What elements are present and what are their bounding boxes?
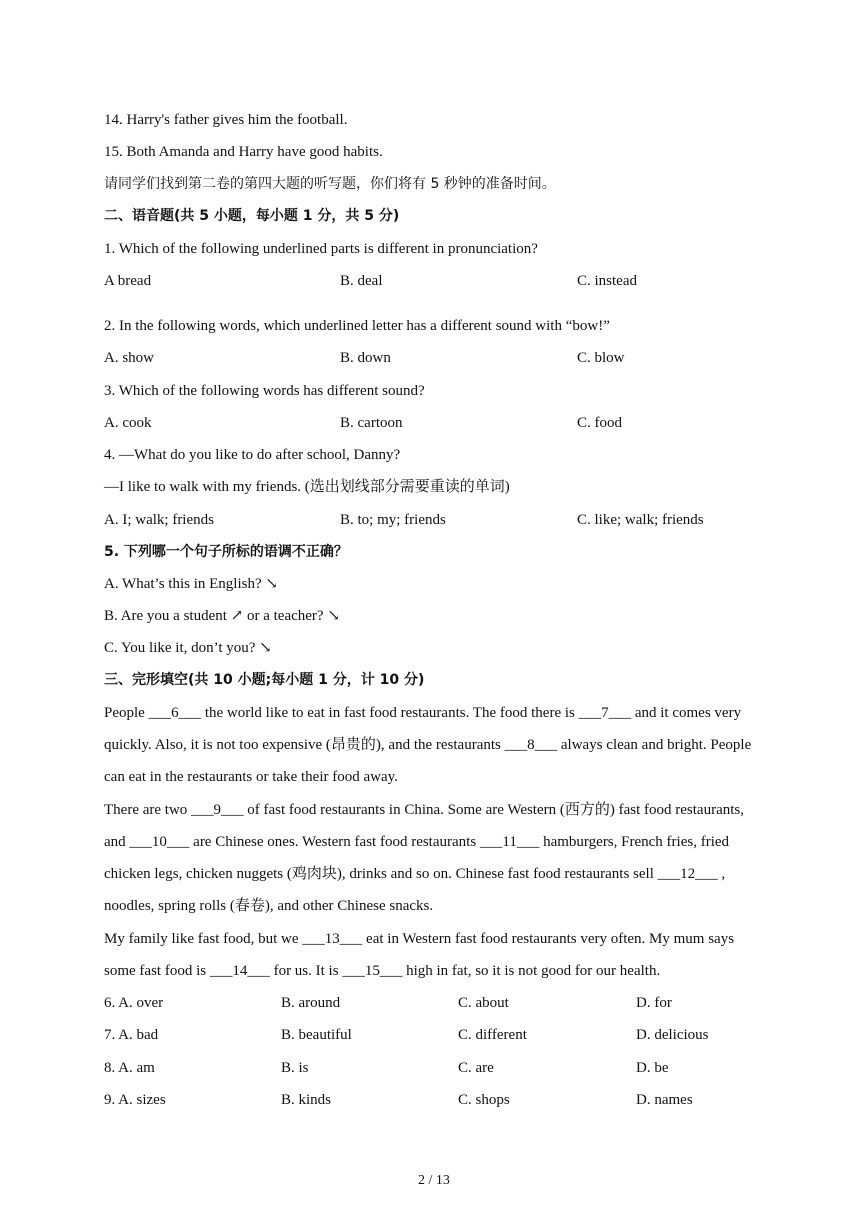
choice-9-a: 9. A. sizes bbox=[104, 1092, 166, 1108]
dictation-instruction: 请同学们找到第二卷的第四大题的听写题，你们将有 5 秒钟的准备时间。 bbox=[104, 176, 556, 192]
q2-option-a: A. show bbox=[104, 350, 155, 366]
q5-option-a: A. What’s this in English? ↘ bbox=[104, 576, 278, 592]
q3-text: 3. Which of the following words has different sound? bbox=[104, 383, 425, 399]
q2-option-b: B. down bbox=[340, 350, 391, 366]
cloze-choices-6 bbox=[104, 993, 804, 1013]
q3-option-c: C. food bbox=[577, 415, 622, 431]
q5-option-c: C. You like it, don’t you? ↘ bbox=[104, 640, 272, 656]
q1-option-a: A bread bbox=[104, 273, 152, 289]
q4-options bbox=[104, 510, 804, 530]
choice-7-b: B. beautiful bbox=[281, 1027, 352, 1043]
q3-option-a: A. cook bbox=[104, 415, 152, 431]
q4-line1: 4. —What do you like to do after school, Danny? bbox=[104, 447, 401, 463]
cloze-choices-9 bbox=[104, 1090, 804, 1110]
q2-options bbox=[104, 348, 804, 368]
listening-item-15: 15. Both Amanda and Harry have good habits. bbox=[104, 144, 383, 160]
q2-option-c: C. blow bbox=[577, 350, 625, 366]
choice-8-a: 8. A. am bbox=[104, 1060, 155, 1076]
choice-9-c: C. shops bbox=[458, 1092, 510, 1108]
q3-options bbox=[104, 413, 804, 433]
choice-7-c: C. different bbox=[458, 1027, 527, 1043]
q3-option-b: B. cartoon bbox=[340, 415, 403, 431]
q2-text: 2. In the following words, which underlined letter has a different sound with “bow!” bbox=[104, 318, 610, 334]
choice-6-c: C. about bbox=[458, 995, 509, 1011]
choice-7-d: D. delicious bbox=[636, 1027, 709, 1043]
choice-8-d: D. be bbox=[636, 1060, 669, 1076]
choice-9-b: B. kinds bbox=[281, 1092, 332, 1108]
choice-6-d: D. for bbox=[636, 995, 672, 1011]
choice-6-b: B. around bbox=[281, 995, 341, 1011]
choice-8-b: B. is bbox=[281, 1060, 309, 1076]
q1-text: 1. Which of the following underlined parts is different in pronunciation? bbox=[104, 241, 538, 257]
q5-text: 5. 下列哪一个句子所标的语调不正确？ bbox=[104, 544, 348, 560]
cloze-paragraph-1: People ___6___ the world like to eat in fast food restaurants. The food there is ___7___ and it comes very quickly. Also, it is not too expensive (昂贵的), and the restaurants ___8___ always clean and bright. People can eat in the restaurants or take their food away. bbox=[104, 705, 752, 785]
q1-options bbox=[104, 271, 804, 291]
page-number: 2 / 13 bbox=[418, 1173, 450, 1188]
q4-line2: —I like to walk with my friends. (选出划线部分需要重读的单词) bbox=[104, 479, 510, 495]
section3-title: 三、完形填空(共 10 小题;每小题 1 分，计 10 分) bbox=[104, 672, 425, 688]
choice-7-a: 7. A. bad bbox=[104, 1027, 159, 1043]
q1-option-b: B. deal bbox=[340, 273, 383, 289]
choice-9-d: D. names bbox=[636, 1092, 693, 1108]
section2-title: 二、语音题(共 5 小题，每小题 1 分，共 5 分) bbox=[104, 208, 400, 224]
q4-option-b: B. to; my; friends bbox=[340, 512, 446, 528]
choice-6-a: 6. A. over bbox=[104, 995, 164, 1011]
cloze-choices-8 bbox=[104, 1058, 804, 1078]
q5-option-b: B. Are you a student ↗ or a teacher? ↘ bbox=[104, 608, 340, 624]
listening-item-14: 14. Harry's father gives him the football. bbox=[104, 112, 348, 128]
q4-option-a: A. I; walk; friends bbox=[104, 512, 214, 528]
cloze-paragraph-3: My family like fast food, but we ___13___ eat in Western fast food restaurants very often. My mum says some fast food is ___14___ for us. It is ___15___ high in fat, so it is not good for our health. bbox=[104, 931, 735, 979]
cloze-choices-7 bbox=[104, 1025, 804, 1045]
choice-8-c: C. are bbox=[458, 1060, 494, 1076]
cloze-paragraph-2: There are two ___9___ of fast food restaurants in China. Some are Western (西方的) fast food restaurants, and ___10___ are Chinese ones. Western fast food restaurants ___11___ hamburgers, French fries, fried chicken legs, chicken nuggets (鸡肉块), drinks and so on. Chinese fast food restaurants sell ___12___ , noodles, spring rolls (春卷), and other Chinese snacks. bbox=[104, 802, 744, 914]
q1-option-c: C. instead bbox=[577, 273, 637, 289]
q4-option-c: C. like; walk; friends bbox=[577, 512, 704, 528]
